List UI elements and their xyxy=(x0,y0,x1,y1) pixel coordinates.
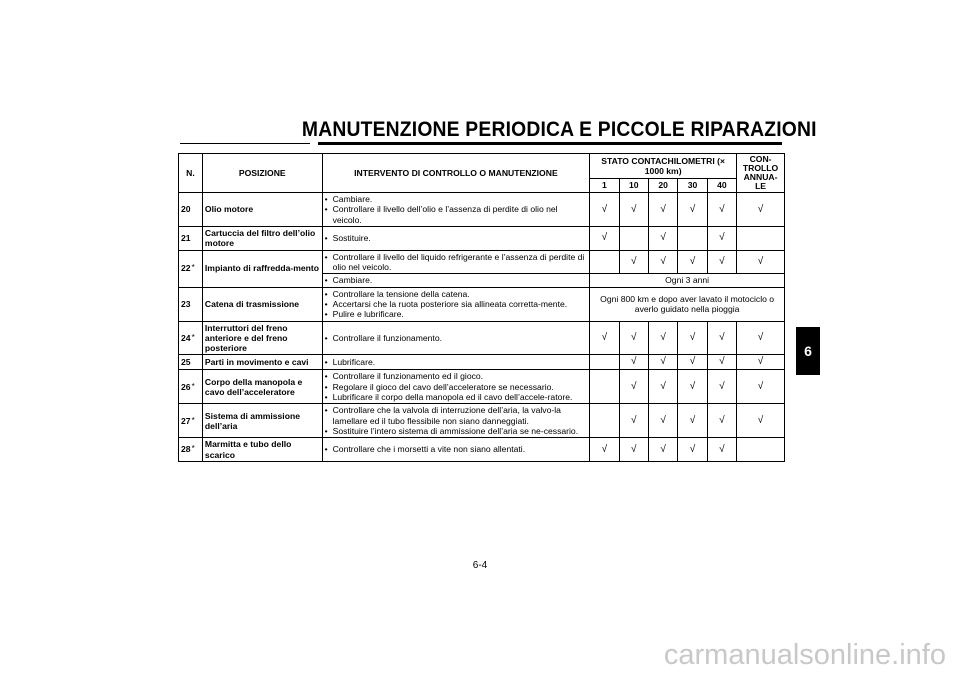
bullet-item: • Pulire e lubrificare. xyxy=(325,309,588,319)
bullet-list xyxy=(325,233,588,243)
row-number-value: 25 xyxy=(181,357,191,368)
title-rule-left xyxy=(180,143,310,144)
header-km: 30 xyxy=(678,178,707,192)
row-number xyxy=(179,355,203,370)
check-cell: √ xyxy=(590,438,619,462)
row-star: * xyxy=(191,381,195,391)
bullet-item: • Regolare il gioco del cavo dell’acceleratore se necessario. xyxy=(325,382,588,392)
check-cell: √ xyxy=(590,193,619,227)
row-number-value: 26 xyxy=(181,381,191,392)
check-cell xyxy=(590,404,619,438)
check-cell: √ xyxy=(678,404,707,438)
row-number xyxy=(179,438,203,462)
row-number xyxy=(179,227,203,251)
check-cell: √ xyxy=(678,250,707,274)
maintenance-table xyxy=(178,153,785,462)
check-cell: √ xyxy=(707,438,736,462)
check-cell: √ xyxy=(737,355,785,370)
row-number xyxy=(179,250,203,287)
check-cell: √ xyxy=(737,250,785,274)
row-number xyxy=(179,321,203,355)
bullet-item: • Cambiare. xyxy=(325,194,588,204)
table-row xyxy=(179,355,785,370)
row-position: Corpo della manopola e cavo dell’acceleratore xyxy=(202,370,322,404)
header-row xyxy=(179,154,785,179)
bullet-list xyxy=(325,357,588,367)
interval-note: Ogni 800 km e dopo aver lavato il motociclo o averlo guidato nella pioggia xyxy=(590,287,785,321)
row-number xyxy=(179,287,203,321)
row-star: * xyxy=(191,263,195,273)
table-row xyxy=(179,404,785,438)
check-cell xyxy=(737,227,785,251)
check-cell: √ xyxy=(707,355,736,370)
row-number-value: 21 xyxy=(181,233,191,244)
check-cell: √ xyxy=(737,404,785,438)
check-cell xyxy=(590,370,619,404)
check-cell: √ xyxy=(619,370,648,404)
header-odometer: STATO CONTACHILOMETRI (× 1000 km) xyxy=(590,154,737,179)
row-number-value: 23 xyxy=(181,298,191,309)
bullet-item: • Controllare che i morsetti a vite non siano allentati. xyxy=(325,444,588,454)
bullet-list xyxy=(325,194,588,225)
header-n: N. xyxy=(179,154,203,193)
check-cell: √ xyxy=(648,370,677,404)
check-cell xyxy=(737,438,785,462)
check-cell: √ xyxy=(737,370,785,404)
row-position: Impianto di raffredda-mento xyxy=(202,250,322,287)
row-number-value: 28 xyxy=(181,444,191,455)
check-cell: √ xyxy=(648,355,677,370)
check-cell: √ xyxy=(648,321,677,355)
check-cell: √ xyxy=(707,321,736,355)
check-cell xyxy=(619,227,648,251)
check-cell: √ xyxy=(678,438,707,462)
row-intervention xyxy=(322,321,590,355)
header-km: 1 xyxy=(590,178,619,192)
bullet-item: • Cambiare. xyxy=(325,275,588,285)
interval-note: Ogni 3 anni xyxy=(590,274,785,287)
row-star: * xyxy=(191,444,195,454)
check-cell: √ xyxy=(737,193,785,227)
bullet-item: • Controllare il livello dell’olio e l’assenza di perdite di olio nel veicolo. xyxy=(325,204,588,225)
row-number-value: 22 xyxy=(181,263,191,274)
bullet-item: • Lubrificare il corpo della manopola ed il cavo dell’accele-ratore. xyxy=(325,392,588,402)
bullet-item: • Controllare il funzionamento ed il gioco. xyxy=(325,371,588,381)
check-cell: √ xyxy=(648,438,677,462)
check-cell: √ xyxy=(678,370,707,404)
bullet-list xyxy=(325,371,588,402)
bullet-list xyxy=(325,405,588,436)
check-cell: √ xyxy=(678,193,707,227)
check-cell: √ xyxy=(678,355,707,370)
header-intervention: INTERVENTO DI CONTROLLO O MANUTENZIONE xyxy=(322,154,590,193)
bullet-item: • Controllare il livello del liquido refrigerante e l’assenza di perdite di olio nel veicolo. xyxy=(325,252,588,273)
check-cell: √ xyxy=(707,370,736,404)
check-cell: √ xyxy=(648,193,677,227)
bullet-item: • Accertarsi che la ruota posteriore sia allineata corretta-mente. xyxy=(325,299,588,309)
chapter-tab: 6 xyxy=(796,327,820,375)
bullet-list xyxy=(325,275,588,285)
page-number: 6-4 xyxy=(472,560,488,571)
bullet-item: • Controllare il funzionamento. xyxy=(325,333,588,343)
check-cell: √ xyxy=(648,250,677,274)
row-position: Cartuccia del filtro dell’olio motore xyxy=(202,227,322,251)
table-row xyxy=(179,321,785,355)
header-km: 20 xyxy=(648,178,677,192)
check-cell: √ xyxy=(648,227,677,251)
row-intervention xyxy=(322,193,590,227)
row-number xyxy=(179,193,203,227)
check-cell: √ xyxy=(678,321,707,355)
check-cell: √ xyxy=(707,193,736,227)
bullet-item: • Sostituire. xyxy=(325,233,588,243)
row-number-value: 20 xyxy=(181,204,191,215)
row-star: * xyxy=(191,415,195,425)
bullet-item: • Controllare che la valvola di interruzione dell’aria, la valvo-la lamellare ed il tubo flessibile non siano danneggiati. xyxy=(325,405,588,426)
page-title: MANUTENZIONE PERIODICA E PICCOLE RIPARAZIONI xyxy=(301,118,817,141)
row-intervention xyxy=(322,438,590,462)
check-cell xyxy=(590,355,619,370)
row-position: Catena di trasmissione xyxy=(202,287,322,321)
row-position: Sistema di ammissione dell’aria xyxy=(202,404,322,438)
check-cell: √ xyxy=(590,227,619,251)
table-row xyxy=(179,287,785,321)
table-row xyxy=(179,227,785,251)
check-cell: √ xyxy=(619,355,648,370)
bullet-item: • Lubrificare. xyxy=(325,357,588,367)
check-cell: √ xyxy=(707,227,736,251)
bullet-list xyxy=(325,444,588,454)
watermark: carmanualsonline.info xyxy=(663,639,946,671)
row-intervention xyxy=(322,355,590,370)
row-number xyxy=(179,370,203,404)
row-star: * xyxy=(191,332,195,342)
table-row xyxy=(179,250,785,274)
row-intervention xyxy=(322,250,590,274)
header-km: 10 xyxy=(619,178,648,192)
row-number-value: 24 xyxy=(181,332,191,343)
check-cell: √ xyxy=(648,404,677,438)
row-number-value: 27 xyxy=(181,415,191,426)
bullet-item: • Sostituire l’intero sistema di ammissione dell’aria se ne-cessario. xyxy=(325,426,588,436)
row-position: Marmitta e tubo dello scarico xyxy=(202,438,322,462)
check-cell: √ xyxy=(619,250,648,274)
table-row xyxy=(179,438,785,462)
header-position: POSIZIONE xyxy=(202,154,322,193)
row-intervention xyxy=(322,274,590,287)
bullet-item: • Controllare la tensione della catena. xyxy=(325,289,588,299)
row-number xyxy=(179,404,203,438)
check-cell: √ xyxy=(619,193,648,227)
table-row xyxy=(179,193,785,227)
check-cell: √ xyxy=(737,321,785,355)
check-cell: √ xyxy=(707,404,736,438)
check-cell: √ xyxy=(590,321,619,355)
row-intervention xyxy=(322,287,590,321)
row-intervention xyxy=(322,404,590,438)
check-cell: √ xyxy=(619,321,648,355)
table-row xyxy=(179,370,785,404)
row-position: Interruttori del freno anteriore e del freno posteriore xyxy=(202,321,322,355)
check-cell: √ xyxy=(707,250,736,274)
title-rule xyxy=(318,142,782,145)
row-position: Parti in movimento e cavi xyxy=(202,355,322,370)
header-annual: CON- TROLLO ANNUA- LE xyxy=(737,154,785,193)
check-cell: √ xyxy=(619,404,648,438)
check-cell: √ xyxy=(619,438,648,462)
bullet-list xyxy=(325,289,588,320)
check-cell xyxy=(678,227,707,251)
bullet-list xyxy=(325,333,588,343)
row-position: Olio motore xyxy=(202,193,322,227)
bullet-list xyxy=(325,252,588,273)
header-km: 40 xyxy=(707,178,736,192)
row-intervention xyxy=(322,227,590,251)
row-intervention xyxy=(322,370,590,404)
check-cell xyxy=(590,250,619,274)
